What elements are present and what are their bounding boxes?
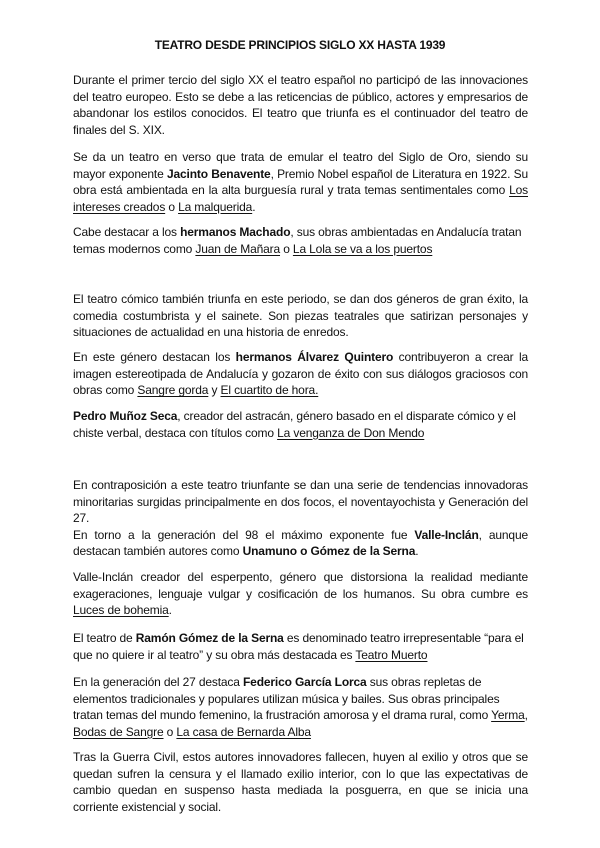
author-name: hermanos Machado [180,225,291,239]
work-title: Bodas de Sangre [73,724,164,739]
page-title: TEATRO DESDE PRINCIPIOS SIGLO XX HASTA 1939 [154,38,446,52]
paragraph-benavente: Se da un teatro en verso que trata de emular el teatro del Siglo de Oro, siendo su mayor exponente Jacinto Benavente, Premio Nobel español de Literatura en 1922. Su obra está ambientada en la alta burguesía rural y trata temas sentimentales como Los intereses creados o La malquerida. [73,150,528,214]
work-title: La casa de Bernarda Alba [176,724,311,739]
work-title: Yerma [491,708,525,723]
paragraph-munoz-seca: Pedro Muñoz Seca, creador del astracán, género basado en el disparate cómico y el chiste verbal, destaca con títulos como La venganza de Don Mendo [73,409,516,440]
work-title: Luces de bohemia [73,603,169,618]
work-title: La malquerida [178,199,253,214]
paragraph-gomez-de-la-serna: El teatro de Ramón Gómez de la Serna es denominado teatro irrepresentable “para el que no quiere ir al teatro” y su obra más destacada es Teatro Muerto [73,631,524,662]
author-name: Unamuno o Gómez de la Serna [242,544,416,559]
work-title: El cuartito de hora. [220,383,319,398]
author-name: Valle-Inclán [414,527,479,542]
paragraph-posguerra: Tras la Guerra Civil, estos autores innovadores fallecen, huyen al exilio y otros que se quedan sufren la censura y el llamado exilio interior, con lo que las expectativas de cambio quedan en suspenso hasta mediada la posguerra, en que se inicia una corriente existencial y social. [73,750,528,814]
paragraph-valle-inclan: Valle-Inclán creador del esperpento, género que distorsiona la realidad mediante exageraciones, lenguaje vulgar y cosificación de los humanos. Su obra cumbre es Luces de bohemia. [73,570,528,618]
work-title: Los intereses creados [73,183,528,214]
work-title: Teatro Muerto [355,647,428,662]
author-name: Jacinto Benavente [166,166,271,181]
author-name: hermanos Álvarez Quintero [235,350,394,364]
author-name: Federico García Lorca [243,675,367,689]
work-title: Juan de Mañara [195,241,281,256]
paragraph-garcia-lorca: En la generación del 27 destaca Federico García Lorca sus obras repletas de elementos tradicionales y populares utilizan música y bailes. Sus obras principales tratan temas del mundo femenino, la frustración amorosa y el drama rural, como Yerma, Bodas de Sangre o La casa de Bernarda Alba [73,675,528,739]
work-title: La Lola se va a los puertos [292,241,433,256]
paragraph-intro: Durante el primer tercio del siglo XX el teatro español no participó de las innovaciones del teatro europeo. Esto se debe a las reticencias de público, actores y empresarios de abandonar los estilos conocidos. El teatro que triunfa es el continuador del teatro de finales del S. XIX. [73,73,528,137]
paragraph-teatro-comico: El teatro cómico también triunfa en este periodo, se dan dos géneros de gran éxito, la comedia costumbrista y el sainete. Son piezas teatrales que satirizan personajes y situaciones de actualidad en una historia de enredos. [73,292,528,340]
author-name: Pedro Muñoz Seca [73,409,178,423]
work-title: La venganza de Don Mendo [277,425,425,440]
paragraph-alvarez-quintero: En este género destacan los hermanos Álvarez Quintero contribuyeron a crear la imagen estereotipada de Andalucía y gozaron de éxito con sus diálogos graciosos con obras como Sangre gorda y El cuartito de hora. [73,350,528,398]
author-name: Ramón Gómez de la Serna [135,631,284,645]
paragraph-machado: Cabe destacar a los hermanos Machado, sus obras ambientadas en Andalucía tratan temas modernos como Juan de Mañara o La Lola se va a los puertos [73,225,522,256]
paragraph-tendencias-innovadoras: En contraposición a este teatro triunfante se dan una serie de tendencias innovadoras minoritarias surgidas principalmente en dos focos, el noventayochista y Generación del 27. En torno a la generación del 98 el máximo exponente fue Valle-Inclán, aunque destacan también autores como Unamuno o Gómez de la Serna. [73,478,528,559]
work-title: Sangre gorda [137,383,209,398]
